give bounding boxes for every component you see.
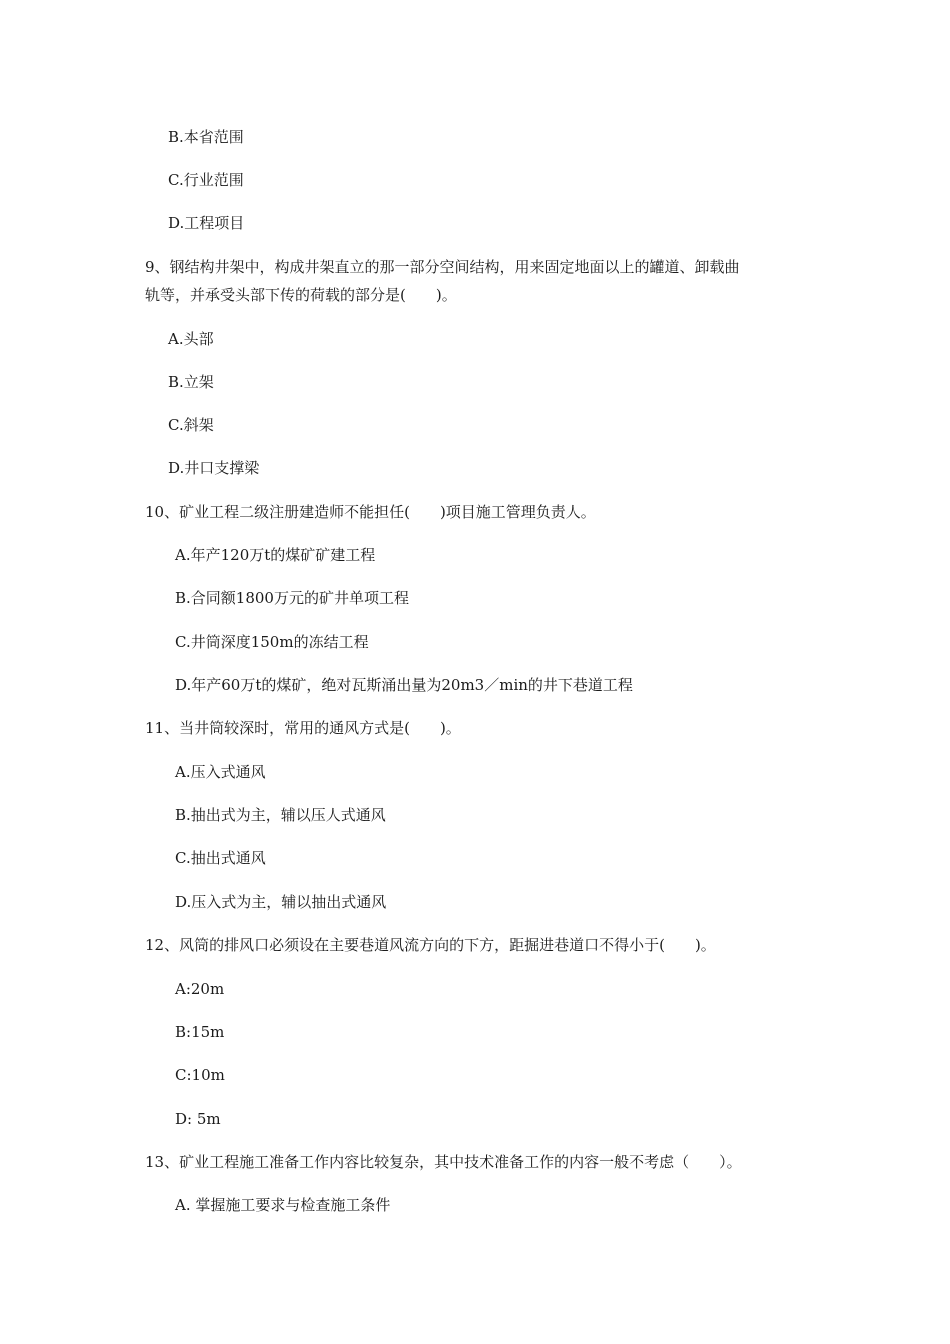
option-c-q11: C.抽出式通风	[175, 849, 266, 867]
option-d-q9: D.井口支撑梁	[168, 459, 260, 477]
option-d-q11: D.压入式为主，辅以抽出式通风	[175, 893, 387, 911]
option-c-q9: C.斜架	[168, 416, 214, 434]
option-d-q12: D: 5m	[175, 1110, 221, 1128]
option-a-q10: A.年产120万t的煤矿矿建工程	[175, 546, 376, 564]
option-c-q12: C:10m	[175, 1066, 225, 1084]
question-12: 12、风筒的排风口必须设在主要巷道风流方向的下方，距掘进巷道口不得小于( )。	[145, 936, 716, 954]
option-b-q12: B:15m	[175, 1023, 225, 1041]
question-9-line-2: 轨等，并承受头部下传的荷载的部分是( )。	[145, 286, 457, 304]
option-b-q9: B.立架	[168, 373, 214, 391]
question-13: 13、矿业工程施工准备工作内容比较复杂，其中技术准备工作的内容一般不考虑（ ）。	[145, 1153, 742, 1171]
option-a-q12: A:20m	[175, 980, 225, 998]
option-a-q13: A. 掌握施工要求与检查施工条件	[175, 1196, 391, 1214]
question-11: 11、当井筒较深时，常用的通风方式是( )。	[145, 719, 461, 737]
option-c-q10: C.井筒深度150m的冻结工程	[175, 633, 369, 651]
option-b-q10: B.合同额1800万元的矿井单项工程	[175, 589, 409, 607]
option-c-q8: C.行业范围	[168, 171, 244, 189]
question-10: 10、矿业工程二级注册建造师不能担任( )项目施工管理负责人。	[145, 503, 596, 521]
option-b-q8: B.本省范围	[168, 128, 244, 146]
option-a-q9: A.头部	[168, 330, 214, 348]
option-a-q11: A.压入式通风	[175, 763, 266, 781]
question-9-line-1: 9、钢结构井架中，构成井架直立的那一部分空间结构，用来固定地面以上的罐道、卸载曲	[145, 258, 740, 276]
option-d-q10: D.年产60万t的煤矿，绝对瓦斯涌出量为20m3／min的井下巷道工程	[175, 676, 633, 694]
option-b-q11: B.抽出式为主，辅以压人式通风	[175, 806, 386, 824]
option-d-q8: D.工程项目	[168, 214, 245, 232]
